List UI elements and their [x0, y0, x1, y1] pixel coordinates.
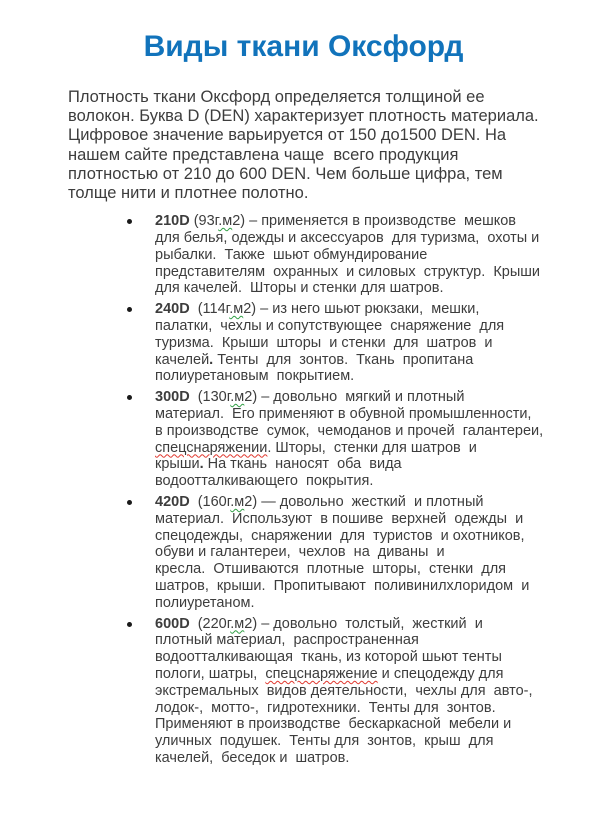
list-line [155, 352, 545, 369]
list-line [155, 247, 545, 264]
text-segment: крыши [155, 456, 200, 473]
list-line [155, 716, 545, 733]
list-line [155, 473, 545, 490]
text-segment: экстремальных видов деятельности, чехлы для авто-, [155, 682, 533, 699]
text-segment: (130г [189, 389, 231, 406]
density-term: 420D [155, 493, 190, 510]
text-segment: пологи, шатры, [155, 665, 266, 682]
misspelled-word: спецснаряжение [265, 665, 378, 682]
text-segment: качелей [155, 351, 210, 368]
list-line [155, 423, 545, 440]
list-line [155, 494, 545, 511]
list-line [155, 616, 545, 633]
bullet-marker-icon [127, 500, 132, 505]
page-title: Виды ткани Оксфорд [143, 30, 464, 63]
list-line [155, 649, 545, 666]
list-line [155, 733, 545, 750]
text-segment: . Шторы, стенки для шатров и [267, 439, 477, 456]
spellcheck-fragment: .м [230, 389, 245, 406]
list-item-600D [100, 616, 545, 767]
text-segment: для качелей. Шторы и стенки для шатров. [155, 280, 444, 297]
text-segment: На ткань наносят оба вида [203, 456, 402, 473]
intro-line: плотностью от 210 до 600 DEN. Чем больше цифра, тем [68, 164, 503, 183]
list-line [155, 456, 545, 473]
list-line [155, 700, 545, 717]
list-line [155, 595, 545, 612]
text-segment: палатки, чехлы и сопутствующее снаряжение для [155, 318, 505, 334]
text-segment: качелей, беседок и шатров. [155, 749, 350, 766]
bullet-marker-icon [127, 395, 132, 400]
text-segment: рыбалки. Также шьют обмундирование [155, 246, 428, 263]
text-segment: шатров, крыши. Пропитывают поливинилхлоридом и [155, 577, 530, 594]
list-item-240D [100, 301, 545, 385]
text-segment: материал. Его применяют в обувной промышленности, [155, 405, 532, 422]
text-segment: 2) — довольно жесткий и плотный [244, 493, 484, 510]
list-line [155, 264, 545, 281]
text-segment: (160г [189, 493, 231, 510]
intro-paragraph [68, 88, 548, 203]
density-term: 210D [155, 213, 190, 230]
list-line [155, 301, 545, 318]
text-segment: лодок-, мотто-, гидротехники. Тенты для зонтов. [155, 699, 496, 716]
text-segment: плотный материал, распространенная [155, 632, 419, 649]
text-segment: водоотталкивающего покрытия. [155, 473, 374, 490]
text-segment: полиуретаном. [155, 594, 255, 611]
density-term: 600D [155, 615, 190, 632]
list-line [155, 440, 545, 457]
list-line [155, 406, 545, 423]
intro-line: Цифровое значение варьируется от 150 до1500 DEN. На [68, 126, 507, 145]
bullet-marker-icon [127, 307, 132, 312]
text-segment: в производстве сумок, чемоданов и прочей галантереи, [155, 422, 544, 439]
document-page [0, 30, 607, 815]
text-segment: представителям охранных и силовых структур. Крыши [155, 263, 540, 280]
text-segment: Применяют в производстве бескаркасной мебели и [155, 716, 512, 733]
intro-line: толще нити и плотнее полотно. [68, 184, 309, 203]
spellcheck-fragment: .м [218, 213, 233, 230]
list-line [155, 368, 545, 385]
density-term: . [199, 456, 204, 473]
bullet-marker-icon [127, 622, 132, 627]
list-item-210D [100, 213, 545, 297]
list-item-420D [100, 494, 545, 612]
text-segment: полиуретановым покрытием. [155, 368, 355, 385]
text-segment: (220г [189, 615, 231, 632]
text-segment: уличных подушек. Тенты для зонтов, крыш для [155, 733, 494, 750]
list-line [155, 511, 545, 528]
list-line [155, 578, 545, 595]
list-line [155, 389, 545, 406]
text-segment: туризма. Крыши шторы и стенки для шатров и [155, 334, 493, 351]
text-segment: 2) – из него шьют рюкзаки, мешки, [243, 301, 480, 318]
density-term: 300D [155, 389, 190, 406]
misspelled-word: спецснаряжении [155, 439, 268, 456]
list-line [155, 666, 545, 683]
intro-line: волокон. Буква D (DEN) характеризует плотность материала. [68, 107, 539, 126]
list-line [155, 683, 545, 700]
list-line [155, 213, 545, 230]
fabric-list [100, 213, 545, 767]
text-segment: (114г [189, 301, 230, 318]
text-segment: и спецодежду для [377, 665, 504, 682]
list-line [155, 632, 545, 649]
spellcheck-fragment: .м [230, 493, 245, 510]
text-segment: 2) – применяется в производстве мешков [232, 213, 516, 230]
list-line [155, 561, 545, 578]
text-segment: для белья, одежды и аксессуаров для туризма, охоты и [155, 230, 540, 247]
text-segment: кресла. Отшиваются плотные шторы, стенки для [155, 561, 507, 578]
list-line [155, 750, 545, 767]
text-segment: 2) – довольно толстый, жесткий и [244, 615, 483, 632]
list-line [155, 335, 545, 352]
spellcheck-fragment: .м [229, 301, 244, 318]
text-segment: обуви и галантереи, чехлов на диваны и [155, 544, 445, 561]
list-line [155, 544, 545, 561]
bullet-marker-icon [127, 219, 132, 224]
text-segment: материал. Используют в пошиве верхней одежды и [155, 510, 524, 527]
text-segment: спецодежды, снаряжении для туристов и охотников, [155, 527, 525, 544]
list-line [155, 280, 545, 297]
text-segment: Тенты для зонтов. Ткань пропитана [213, 351, 474, 368]
text-segment: (93г [189, 213, 219, 230]
spellcheck-fragment: .м [230, 615, 245, 632]
text-segment: 2) – довольно мягкий и плотный [244, 389, 465, 406]
density-term: 240D [155, 301, 190, 318]
text-segment: водоотталкивающая ткань, из которой шьют тенты [155, 649, 502, 666]
list-line [155, 528, 545, 545]
intro-line: Плотность ткани Оксфорд определяется толщиной ее [68, 88, 485, 106]
list-item-300D [100, 389, 545, 490]
list-line [155, 318, 545, 335]
list-line [155, 230, 545, 247]
density-term: . [209, 351, 214, 368]
intro-line: нашем сайте представлена чаще всего продукция [68, 145, 459, 164]
